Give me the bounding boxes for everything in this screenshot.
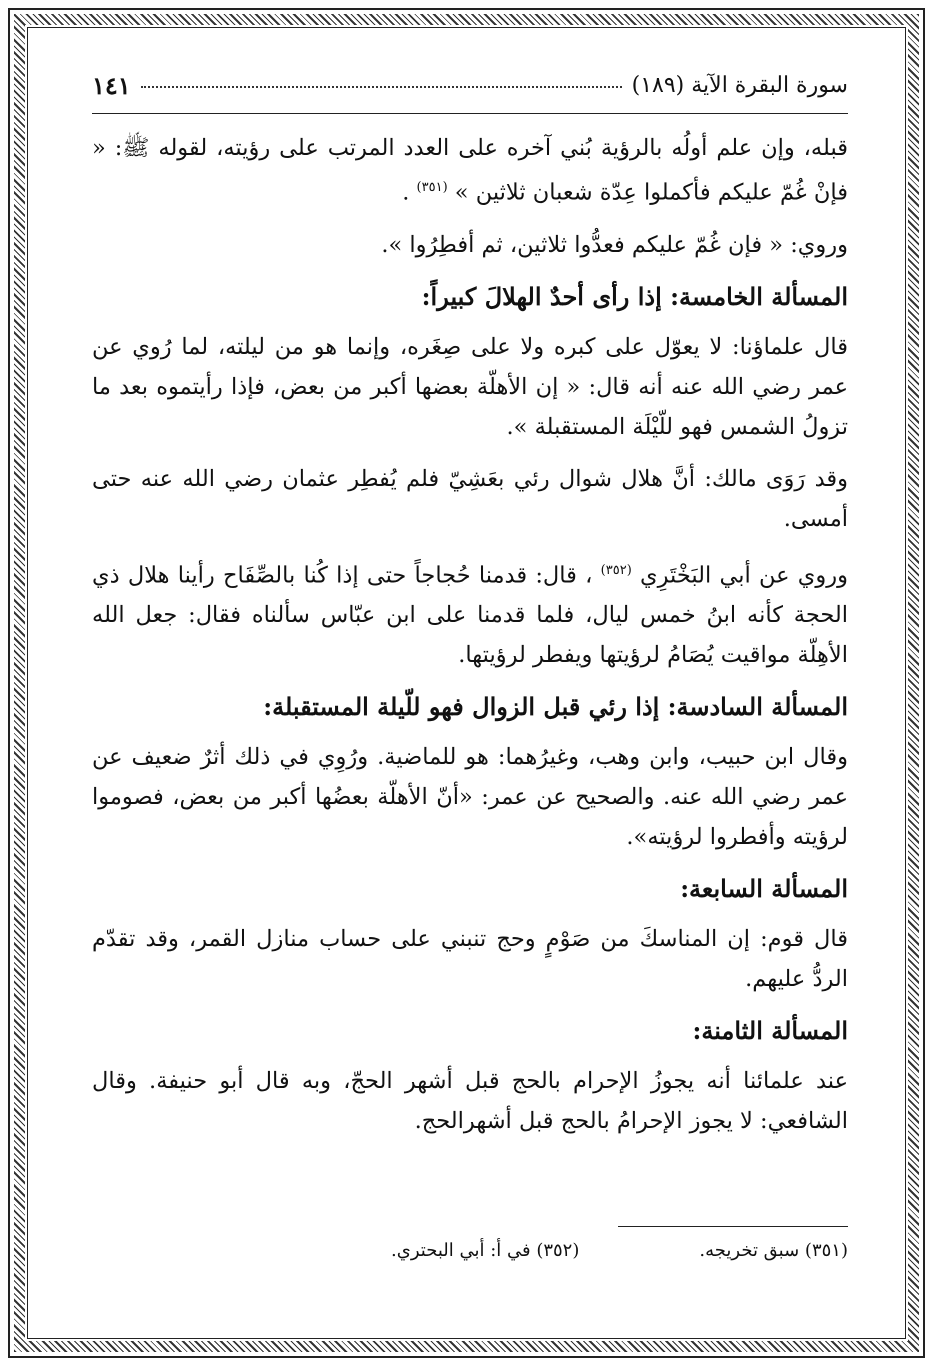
paragraph-4: وقد رَوَى مالك: أنَّ هلال شوال رئي بعَشِيّ فلم يُفطِر عثمان رضي الله عنه حتى أمسى. [92, 465, 848, 532]
paragraph-1 [92, 128, 848, 213]
paragraph-1-end: . [402, 179, 410, 206]
footnote-351: (٣٥١) سبق تخريجه. [699, 1240, 848, 1261]
footnote-ref-352: (٣٥٢) [600, 562, 632, 578]
paragraph-5 [92, 551, 848, 676]
main-text [92, 128, 848, 1141]
paragraph-3: قال علماؤنا: لا يعوّل على كبره ولا على صِغَره، وإنما هو من ليلته، لما رُوي عن عمر رضي الله عنه أنه قال: « إن الأهلّة بعضها أكبر من بعض، فإذا رأيتموه بعد ما تزولُ الشمس فهو للّيْلَة المستقبلة ». [92, 333, 848, 440]
heading-masala-7: المسألة السابعة: [680, 874, 848, 903]
paragraph-5-text-b: ، قال: قدمنا حُجاجاً حتى إذا كُنا بالصِّفَاح رأينا هلال ذي الحجة كأنه ابنُ خمس ليال، فلما قدمنا على ابن عبّاس سألناه فقال: جعل الله الأهِلّة مواقيت يُصَامُ لرؤيتها ويفطر لرؤيتها. [92, 562, 848, 668]
heading-masala-8: المسألة الثامنة: [692, 1016, 848, 1045]
footnote-separator [618, 1226, 848, 1227]
book-page [92, 58, 848, 1298]
footnote-ref-351: (٣٥١) [416, 180, 448, 195]
paragraph-8: عند علمائنا أنه يجوزُ الإحرام بالحج قبل أشهر الحجّ، وبه قال أبو حنيفة. وقال الشافعي: لا يجوز الإحرامُ بالحج قبل أشهرالحج. [92, 1068, 848, 1134]
running-header [92, 58, 848, 114]
heading-masala-6: المسألة السادسة: إذا رئي قبل الزوال فهو للّيلة المستقبلة: [263, 692, 848, 721]
paragraph-2: وروي: « فإن غُمّ عليكم فعدُّوا ثلاثين، ثم أفطِرُوا ». [381, 231, 848, 258]
page-number: ١٤١ [92, 71, 131, 100]
footnote-352: (٣٥٢) في أ: أبي البحتري. [391, 1240, 580, 1261]
paragraph-7: قال قوم: إن المناسكَ من صَوْمٍ وحج تنبني على حساب منازل القمر، وقد تقدّم الردُّ عليهم. [92, 926, 848, 992]
heading-masala-5: المسألة الخامسة: إذا رأى أحدٌ الهلالَ كبيراً: [421, 281, 848, 311]
footnotes [92, 1240, 848, 1261]
header-dot-leader [141, 84, 622, 88]
header-title: سورة البقرة الآية (١٨٩) [631, 73, 848, 98]
paragraph-1-text: قبله، وإن علم أولُه بالرؤية بُني آخره على العدد المرتب على رؤيته، لقوله ﷺ: « فإنْ غُمّ عليكم فأكملوا عِدّة شعبان ثلاثين » [92, 135, 848, 206]
paragraph-5-text-a: وروي عن أبي البَخْتَرِي [640, 562, 849, 588]
paragraph-6: وقال ابن حبيب، وابن وهب، وغيرُهما: هو للماضية. ورُوِي في ذلك أثرٌ ضعيف عن عمر رضي الله عنه. والصحيح عن عمر: «أنّ الأهلّة بعضُها أكبر من بعض، فصوموا لرؤيته وأفطروا لرؤيته». [92, 744, 848, 850]
